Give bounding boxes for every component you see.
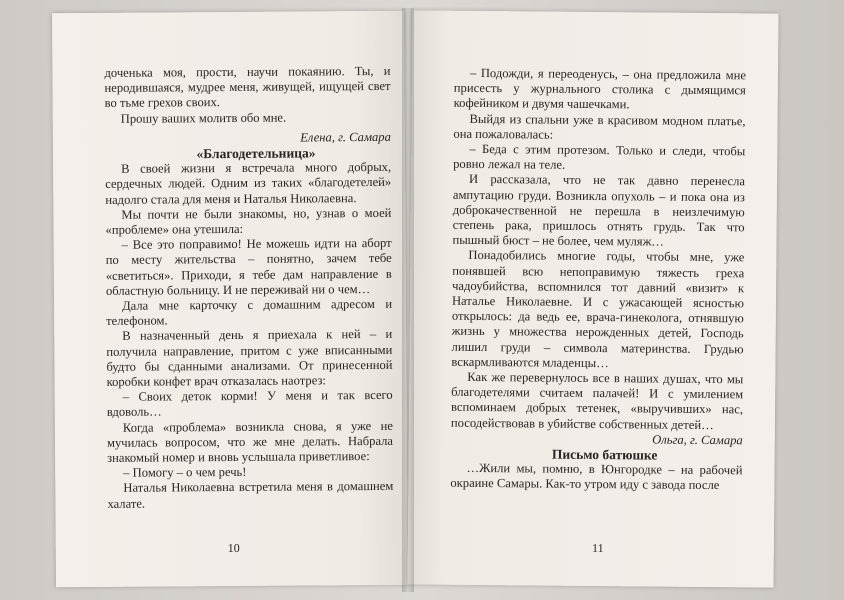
paragraph: …Жили мы, помню, в Юнгородке – на рабочей окраине Самары. Как-то утром иду с завода после	[450, 461, 743, 493]
paragraph: Когда «проблема» возникла снова, я уже не мучилась вопросом, что же мне делать. Набрала знакомый номер и вновь услышала приветливое:	[106, 418, 394, 465]
right-page	[408, 10, 779, 587]
section-heading: Письмо батюшке	[551, 446, 658, 463]
paragraph: В своей жизни я встречала много добрых, сердечных людей. Одним из таких «благодетелей» надолго стала для меня и Наталья Николаевна.	[105, 160, 392, 207]
paragraph: Выйдя из спальни уже в красивом модном платье, она пожаловалась:	[453, 111, 746, 142]
book-gutter	[402, 8, 414, 592]
section-heading: «Благодетельница»	[196, 145, 316, 162]
paragraph: доченька моя, прости, научи покаянию. Ты, и неродившаяся, мудрее меня, живущей, ищущей свет во тьме грехов своих.	[104, 63, 391, 111]
paragraph: Понадобились многие годы, чтобы мне, уже понявшей всю непоправимую тяжесть греха чадоубийства, вспомнился тот давний «визит» к Наталье Николаевне. И с ужасающей ясностью открылось: да ведь ее, врача-гинеколога, отнявшую жизнь у множества нерожденных детей, Господь лишил груди – символа материнства. Грудью вскармливаются младенцы…	[451, 248, 745, 370]
right-page-text	[450, 66, 746, 494]
paragraph: Дала мне карточку с домашним адресом и телефоном.	[106, 296, 393, 329]
paragraph: Прошу ваших молитв обо мне.	[120, 110, 287, 126]
page-number: 11	[591, 541, 604, 556]
paragraph: И рассказала, что не так давно перенесла ампутацию груди. Возникла опухоль – и пока она из доброкачественной не перешла в неизлечимую степень рака, пришлось отнять грудь. Так что пышный бюст – не более, чем муляж…	[452, 172, 746, 249]
paragraph: – Беда с этим протезом. Только и следи, чтобы ровно лежал на теле.	[453, 141, 746, 172]
left-page-text	[104, 64, 393, 512]
paragraph: Наталья Николаевна встретила меня в домашнем халате.	[107, 479, 394, 511]
paragraph: В назначенный день я приехала к ней – и получила направление, притом с уже вписанными будто бы сданными анализами. От принесенной коробки конфет врач отказалась наотрез:	[106, 327, 393, 389]
paragraph: – Все это поправимо! Не можешь идти на аборт по месту жительства – понятно, зачем тебе «светиться». Приходи, я тебе дам направление в областную больницу. И не переживай ни о чем…	[105, 236, 392, 298]
paragraph: Мы почти не были знакомы, но, узнав о моей «проблеме» она утешила:	[105, 205, 392, 237]
paragraph: Как же перевернулось все в наших душах, что мы благодетелями считаем палачей! И с умилением вспоминаем добрых тетенек, «выручивших» нас, посодействовав в убийстве собственных детей…	[450, 369, 744, 432]
left-page	[52, 11, 408, 587]
paragraph: – Своих деток корми! У меня и так всего вдоволь…	[106, 388, 393, 420]
paragraph: – Помогу – о чем речь!	[123, 465, 247, 481]
paragraph: – Подожди, я переоденусь, – она предложила мне присесть у журнального столика с дымящимся кофейником и двумя чашечками.	[453, 65, 747, 112]
signature: Ольга, г. Самара	[652, 432, 743, 448]
page-number: 10	[227, 540, 240, 556]
signature: Елена, г. Самара	[300, 129, 391, 145]
